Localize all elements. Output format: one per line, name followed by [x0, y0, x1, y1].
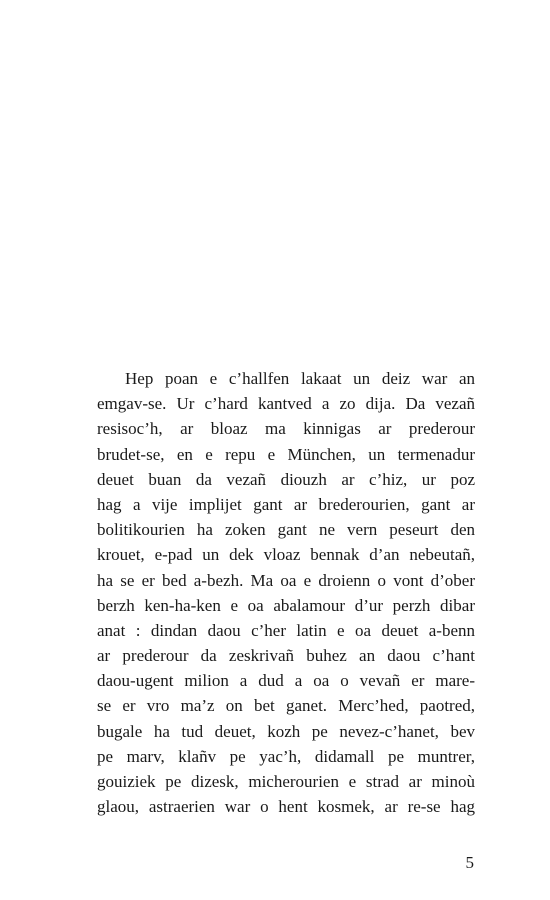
text-line: krouet, e-pad un dek vloaz bennak d’an nebeutañ,: [97, 545, 475, 565]
text-line: se er vro ma’z on bet ganet. Merc’hed, paotred,: [97, 696, 475, 716]
text-line: hag a vije implijet gant ar brederourien, gant ar: [97, 494, 475, 514]
text-line: gouiziek pe dizesk, micherourien e strad ar minoù: [97, 772, 475, 791]
text-line: pe marv, klañv pe yac’h, didamall pe muntrer,: [97, 746, 475, 766]
text-line: Hep poan e c’hallfen lakaat un deiz war an: [125, 369, 475, 388]
text-line: bugale ha tud deuet, kozh pe nevez-c’hanet, bev: [97, 721, 475, 741]
text-line: berzh ken-ha-ken e oa abalamour d’ur perzh dibar: [97, 595, 475, 615]
text-line: glaou, astraerien war o hent kosmek, ar re-se hag: [97, 797, 475, 817]
text-line: ar prederour da zeskrivañ buhez an daou c’hant: [97, 646, 475, 666]
text-line: resisoc’h, ar bloaz ma kinnigas ar prederour: [97, 419, 475, 439]
text-line: daou-ugent milion a dud a oa o vevañ er mare-: [97, 671, 475, 691]
text-line: deuet buan da vezañ diouzh ar c’hiz, ur poz: [97, 469, 475, 489]
body-paragraph: [97, 366, 475, 819]
text-line: brudet-se, en e repu e München, un termenadur: [97, 444, 475, 464]
text-line: anat : dindan daou c’her latin e oa deuet a-benn: [97, 620, 475, 640]
text-line: bolitikourien ha zoken gant ne vern peseurt den: [97, 520, 475, 540]
page-number: 5: [465, 853, 474, 872]
text-line: ha se er bed a-bezh. Ma oa e droienn o vont d’ober: [97, 570, 475, 590]
text-line: emgav-se. Ur c’hard kantved a zo dija. Da vezañ: [97, 394, 475, 414]
